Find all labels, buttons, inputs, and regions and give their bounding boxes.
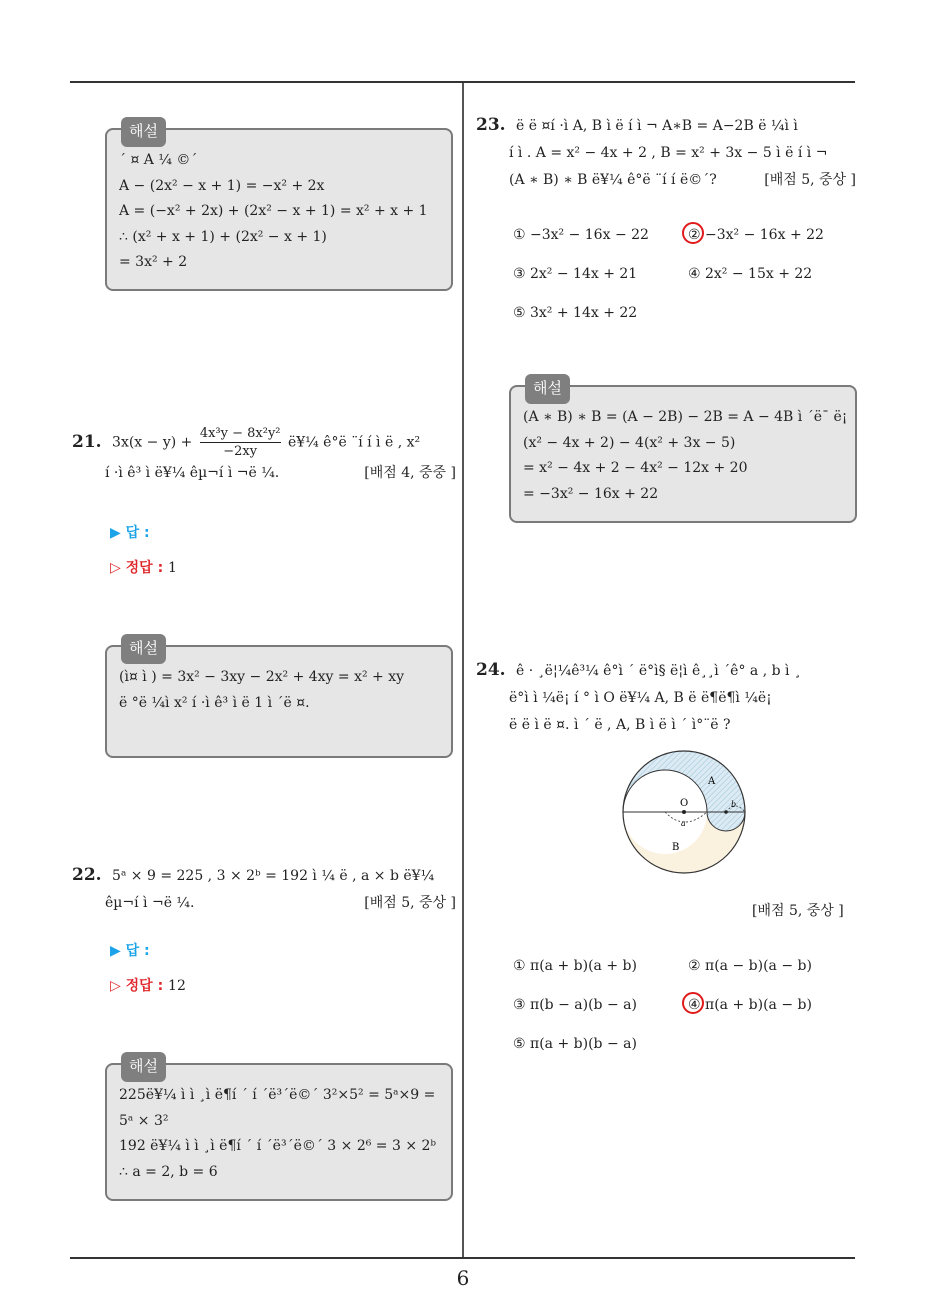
score-tag: [배점 4, 중중 ]: [364, 465, 456, 481]
choice-2[interactable]: [688, 227, 824, 243]
question-text: í ì . A = x² − 4x + 2 , B = x² + 3x − 5 ì ë í ì ¬: [509, 145, 828, 161]
bottom-rule: [70, 1257, 855, 1259]
question-21: [72, 425, 456, 487]
label-b-region: B: [672, 842, 680, 853]
center-point: [682, 810, 686, 814]
answer-circle-mark: [682, 222, 704, 244]
correct-label: ▷ 정답 :: [110, 978, 164, 994]
explanation-tag: 해설: [121, 117, 166, 147]
question-text: ë ë ¤í ·ì A, B ì ë í ì ¬ A∗B = A−2B ë ¼ì ì: [516, 118, 798, 134]
question-text: í ·ì ê³ ì ë¥¼ êµ¬í ì ¬ë ¼.: [105, 465, 280, 481]
explanation-box-23: [509, 379, 857, 523]
correct-answer: [110, 557, 177, 577]
question-text: ë¥¼ ê°ë ¨í í ì ë , x²: [287, 434, 421, 451]
question-text: (A ∗ B) ∗ B ë¥¼ ê°ë ¨í í ë©´?: [509, 172, 717, 188]
small-center-point: [724, 810, 728, 814]
explain-line: A − (2x² − x + 1) = −x² + 2x: [119, 177, 325, 194]
explanation-box-22: [105, 1057, 453, 1201]
question-23: [476, 112, 856, 194]
choice-4[interactable]: ④ 2x² − 15x + 22: [688, 266, 813, 282]
score-tag: [배점 5, 중상 ]: [764, 172, 856, 188]
label-a-region: A: [708, 776, 716, 787]
brace-a: [665, 812, 707, 822]
choice-text: ④ π(a + b)(a − b): [688, 997, 812, 1013]
question-text: 5ᵃ × 9 = 225 , 3 × 2ᵇ = 192 ì ¼ ë , a × b ë¥¼: [112, 868, 435, 884]
explain-line: ∴ a = 2, b = 6: [119, 1163, 218, 1180]
correct-value: 1: [168, 560, 177, 576]
explain-line: (ì¤ ì ) = 3x² − 3xy − 2x² + 4xy = x² + xy: [119, 669, 405, 685]
choice-1[interactable]: ① π(a + b)(a + b): [513, 958, 637, 974]
answer-circle-mark: [682, 992, 704, 1014]
question-22: [72, 862, 456, 917]
choice-text: ② −3x² − 16x + 22: [688, 227, 824, 243]
column-divider: [462, 83, 464, 1258]
choice-5[interactable]: ⑤ 3x² + 14x + 22: [513, 305, 638, 321]
explanation-tag: 해설: [121, 1052, 166, 1082]
explanation-box-21: [105, 639, 453, 758]
fraction: [200, 425, 281, 460]
question-text: ë°ì ì ¼ë¡ í ° ì O ë¥¼ A, B ë ë¶ë¶ì ¼ë¡: [509, 690, 772, 706]
explain-line: ∴ (x² + x + 1) + (2x² − x + 1): [119, 228, 327, 245]
explain-line: (A ∗ B) ∗ B = (A − 2B) − 2B = A − 4B ì ´ë¯ ë¡: [523, 409, 848, 425]
explanation-tag: 해설: [121, 634, 166, 664]
explain-line: 225ë¥¼ ì ì ¸ì ë¶í ´ í ´ë³´ë©´ 3²×5² = 5ᵃ×9 =: [119, 1087, 436, 1103]
fraction-denominator: −2xy: [223, 444, 258, 459]
choice-3[interactable]: ③ π(b − a)(b − a): [513, 997, 637, 1013]
answer-prompt: ▶ 답 :: [110, 943, 150, 959]
correct-answer: [110, 975, 186, 995]
explain-line: (x² − 4x + 2) − 4(x² + 3x − 5): [523, 434, 736, 451]
question-number: 21.: [72, 431, 102, 452]
explain-line: ´ ¤ A ¼ ©´: [119, 152, 198, 168]
score-tag: [배점 5, 중상 ]: [752, 903, 844, 919]
score-tag: [배점 5, 중상 ]: [364, 895, 456, 911]
explain-line: 192 ë¥¼ ì ì ¸ì ë¶í ´ í ´ë³´ë©´ 3 × 2⁶ = 3 × 2ᵇ: [119, 1138, 437, 1154]
question-24: [476, 657, 856, 739]
answer-prompt: ▶ 답 :: [110, 525, 150, 541]
question-number: 24.: [476, 660, 506, 680]
fraction-numerator: 4x³y − 8x²y²: [199, 426, 281, 441]
correct-value: 12: [168, 978, 186, 994]
explain-line: 5ᵃ × 3²: [119, 1112, 169, 1129]
choice-1[interactable]: ① −3x² − 16x − 22: [513, 227, 649, 243]
yin-yang-figure: [620, 750, 750, 876]
question-text: êµ¬í ì ¬ë ¼.: [105, 895, 195, 911]
choice-2[interactable]: ② π(a − b)(a − b): [688, 958, 812, 974]
label-b-length: b: [731, 800, 737, 809]
question-number: 22.: [72, 865, 102, 885]
correct-label: ▷ 정답 :: [110, 560, 164, 576]
explain-line: = −3x² − 16x + 22: [523, 485, 659, 502]
question-text: ê · ¸ë¦¼ê³¼ ê°ì ´ ë°ì§ ë¦ì ê¸¸ì ´ê° a , b ì ¸: [516, 663, 801, 679]
choice-3[interactable]: ③ 2x² − 14x + 21: [513, 266, 638, 282]
question-text: 3x(x − y) +: [112, 434, 193, 451]
page-number: 6: [456, 1266, 470, 1290]
explain-line: = 3x² + 2: [119, 254, 188, 270]
choice-4[interactable]: [688, 997, 812, 1013]
label-o: O: [680, 798, 689, 809]
explain-line: = x² − 4x + 2 − 4x² − 12x + 20: [523, 460, 748, 476]
explain-line: A = (−x² + 2x) + (2x² − x + 1) = x² + x + 1: [119, 203, 428, 219]
question-number: 23.: [476, 115, 506, 135]
explanation-tag: 해설: [525, 374, 570, 404]
question-text: ë ë ì ë ¤. ì ´ ë , A, B ì ë ì ´ ì°¨ë ?: [509, 717, 731, 733]
choice-5[interactable]: ⑤ π(a + b)(b − a): [513, 1036, 637, 1052]
explain-line: ë °ë ¼ì x² í ·ì ê³ ì ë 1 ì ´ë ¤.: [119, 694, 310, 711]
label-a-length: a: [681, 819, 686, 828]
explanation-box-20: [105, 122, 453, 291]
